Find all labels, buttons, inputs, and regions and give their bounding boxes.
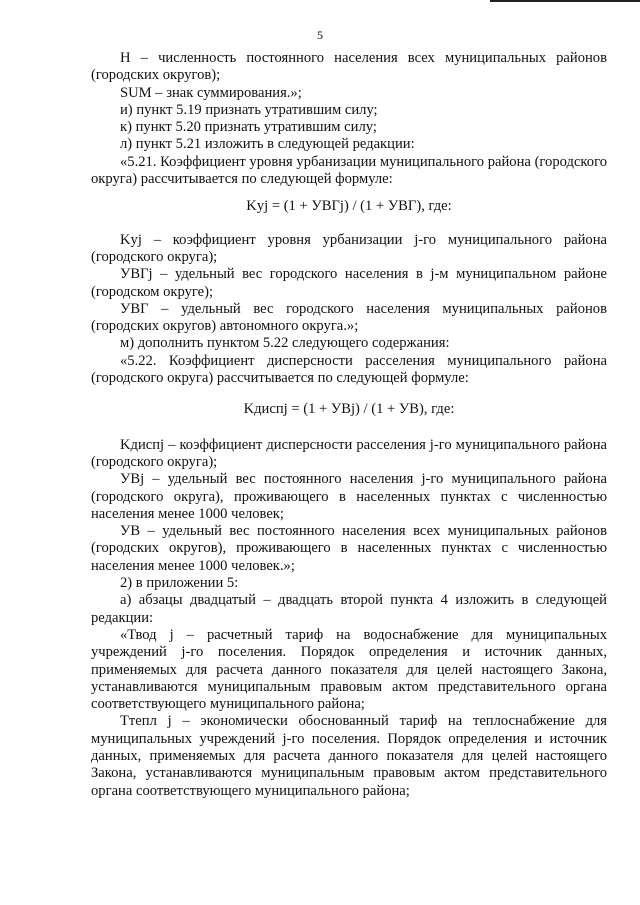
paragraph-12: Kдиспj – коэффициент дисперсности расселения j-го муниципального района (городского округа); [91, 436, 607, 470]
page-number: 5 [317, 28, 323, 42]
paragraph-14: УВ – удельный вес постоянного населения всех муниципальных районов (городских округов), проживающего в населенных пунктах с численностью населения менее 1000 человек.»; [91, 523, 607, 574]
paragraph-8: УВГj – удельный вес городского населения в j-м муниципальном районе (городском округе); [91, 266, 607, 300]
paragraph-11: «5.22. Коэффициент дисперсности расселения муниципального района (городского округа) рассчитывается по следующей формуле: [91, 352, 607, 387]
document-body [91, 50, 607, 800]
paragraph-9: УВГ – удельный вес городского населения муниципальных районов (городских округов) автономного округа.»; [91, 300, 607, 335]
paragraph-7: Kуj – коэффициент уровня урбанизации j-го муниципального района (городского округа); [91, 231, 607, 265]
paragraph-15: 2) в приложении 5: [120, 575, 239, 592]
paragraph-1: Н – численность постоянного населения всех муниципальных районов (городских округов); [91, 50, 607, 84]
paragraph-10: м) дополнить пунктом 5.22 следующего содержания: [120, 335, 450, 352]
paragraph-13: УВj – удельный вес постоянного населения j-го муниципального района (городского округа), проживающего в населенных пунктах с численностью населения менее 1000 человек; [91, 471, 607, 522]
paragraph-2: SUM – знак суммирования.»; [120, 84, 302, 101]
paragraph-4: к) пункт 5.20 признать утратившим силу; [120, 119, 377, 136]
paragraph-17: «Твод j – расчетный тариф на водоснабжение для муниципальных учреждений j-го поселения. Порядок определения и источник данных, применяемых для расчета данного показателя для целей настоящего Закона, устанавливаются муниципальным правовым актом представительного органа соответствующего муниципального района; [91, 626, 607, 713]
top-rule [490, 0, 640, 2]
paragraph-5: л) пункт 5.21 изложить в следующей редакции: [120, 136, 415, 153]
paragraph-3: и) пункт 5.19 признать утратившим силу; [120, 101, 378, 118]
paragraph-6: «5.21. Коэффициент уровня урбанизации муниципального района (городского округа) рассчитывается по следующей формуле: [91, 153, 607, 188]
formula-dispersion: Kдиспj = (1 + УВj) / (1 + УВ), где: [243, 401, 455, 418]
paragraph-16: а) абзацы двадцатый – двадцать второй пункта 4 изложить в следующей редакции: [91, 592, 607, 626]
formula-urbanization: Kуj = (1 + УВГj) / (1 + УВГ), где: [246, 198, 452, 215]
paragraph-18: Ттепл j – экономически обоснованный тариф на теплоснабжение для муниципальных учреждений j-го поселения. Порядок определения и источник данных, применяемых для расчета данного показателя для целей настоящего Закона, устанавливаются муниципальным правовым актом представительного органа соответствующего муниципального района; [91, 713, 607, 799]
